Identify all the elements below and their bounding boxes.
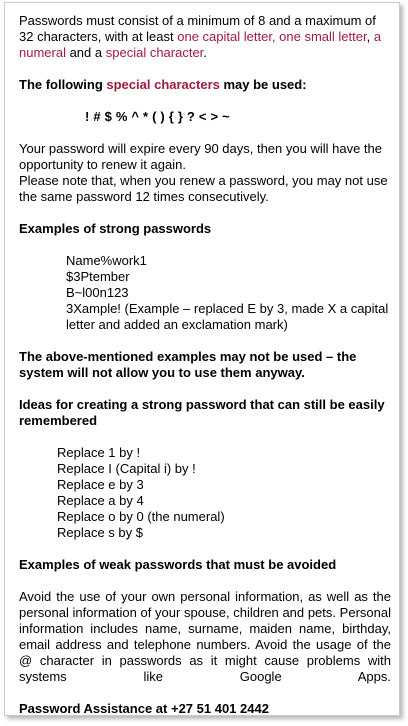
intro-paragraph xyxy=(19,13,391,61)
expiry-text: Your password will expire every 90 days, then you will have the opportunity to renew it again. xyxy=(19,141,382,172)
weak-passwords-heading: Examples of weak passwords that must be avoided xyxy=(19,557,337,572)
ideas-heading: Ideas for creating a strong password that can still be easily remembered xyxy=(19,397,385,428)
special-heading-pre: The following xyxy=(19,77,107,92)
password-assistance: Password Assistance at +27 51 401 2442 xyxy=(19,701,269,716)
policy-content xyxy=(19,13,391,717)
idea-item: Replace a by 4 xyxy=(57,493,144,508)
strong-example: $3Ptember xyxy=(66,269,130,284)
strong-passwords-heading: Examples of strong passwords xyxy=(19,221,212,236)
strong-example: 3Xample! (Example – replaced E by 3, made X a capital letter and added an exclamation mark) xyxy=(66,301,389,332)
ideas-list xyxy=(19,445,391,541)
requirement-numeral: a numeral xyxy=(19,29,382,60)
examples-warning: The above-mentioned examples may not be used – the system will not allow you to use them anyway. xyxy=(19,349,357,380)
intro-separator: and a xyxy=(65,45,106,60)
requirement-special: special character xyxy=(105,45,204,60)
renew-note: Please note that, when you renew a password, you may not use the same password 12 times consecutively. xyxy=(19,173,388,204)
password-policy-panel xyxy=(4,2,400,716)
idea-item: Replace I (Capital i) by ! xyxy=(57,461,196,476)
idea-item: Replace o by 0 (the numeral) xyxy=(57,509,225,524)
idea-item: Replace e by 3 xyxy=(57,477,144,492)
special-characters-heading xyxy=(19,77,391,93)
intro-text: Passwords must consist of a minimum of 8 and a maximum of 32 characters, with at least xyxy=(19,13,376,44)
strong-example: Name%work1 xyxy=(66,253,147,268)
idea-item: Replace 1 by ! xyxy=(57,445,141,460)
strong-passwords-list xyxy=(19,253,391,333)
idea-item: Replace s by $ xyxy=(57,525,143,540)
intro-separator: , xyxy=(366,29,374,44)
special-characters-list: ! # $ % ^ * ( ) { } ? < > ~ xyxy=(85,109,230,124)
special-heading-highlight: special characters xyxy=(106,77,220,92)
strong-example: B~l00n123 xyxy=(66,285,129,300)
weak-passwords-body: Avoid the use of your own personal information, as well as the personal information of your spouse, children and pets. Personal information includes name, surname, maiden name, birthday, email address and telephone numbers. Avoid the usage of the @ character in passwords as it might cause problems with systems like Google Apps. xyxy=(19,589,391,684)
special-heading-post: may be used: xyxy=(219,77,307,92)
intro-end: . xyxy=(203,45,207,60)
requirement-capital-small: one capital letter, one small letter xyxy=(177,29,367,44)
